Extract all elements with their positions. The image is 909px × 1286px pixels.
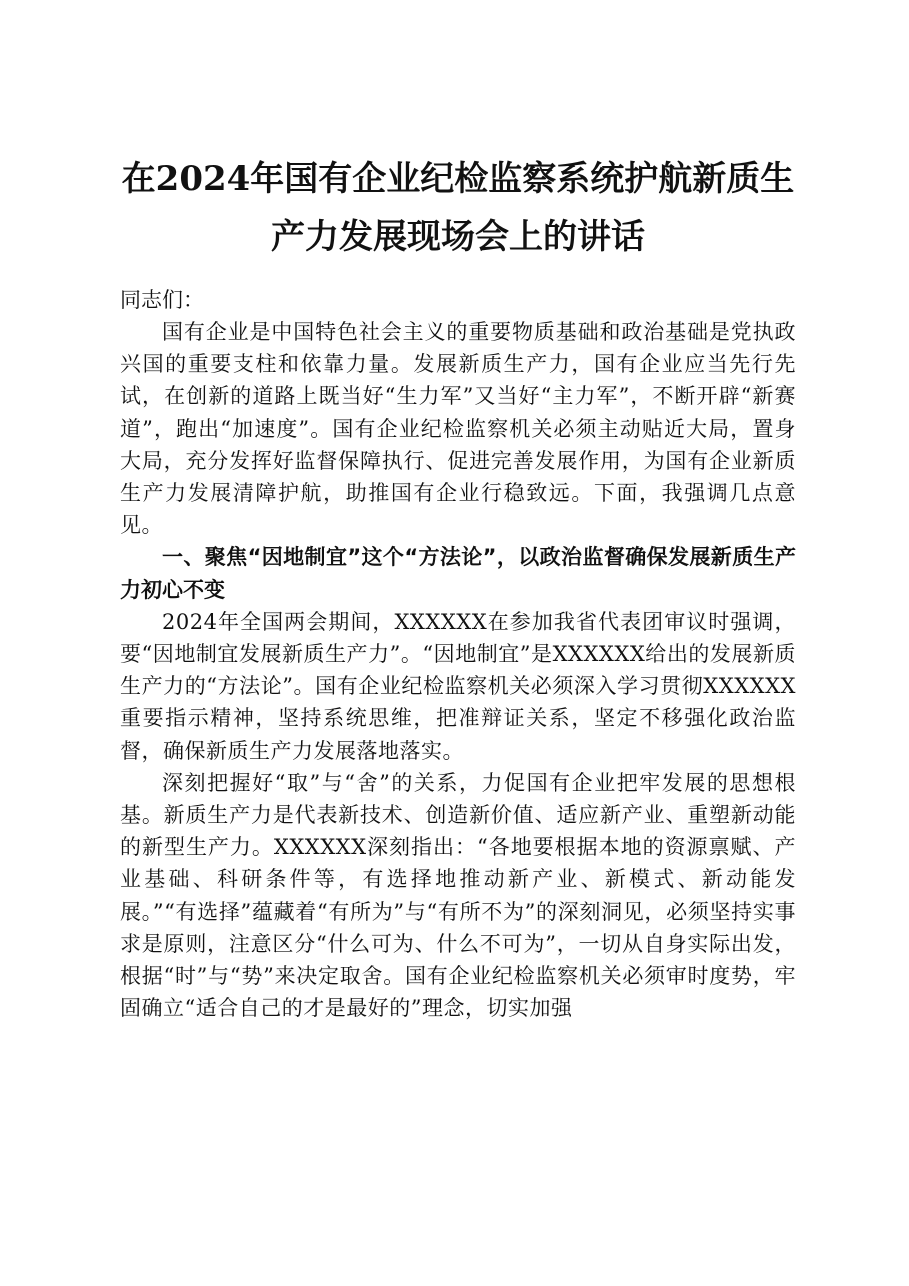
section-1-paragraph-2: 深刻把握好“取”与“舍”的关系，力促国有企业把牢发展的思想根基。新质生产力是代表新技术、创造新价值、适应新产业、重塑新动能的新型生产力。XXXXXX深刻指出：“各地要根据本地的资源禀赋、产业基础、科研条件等，有选择地推动新产业、新模式、新动能发展。”“有选择”蕴藏着“有所为”与“有所不为”的深刻洞见，必须坚持实事求是原则，注意区分“什么可为、什么不可为”，一切从自身实际出发，根据“时”与“势”来决定取舍。国有企业纪检监察机关必须审时度势，牢固确立“适合自己的才是最好的”理念，切实加强 [120,770,796,1021]
section-1-heading: 一、聚焦“因地制宜”这个“方法论”，以政治监督确保发展新质生产力初心不变 [120,545,796,602]
document-title [110,150,806,266]
section-1-paragraph-1: 2024年全国两会期间，XXXXXX在参加我省代表团审议时强调，要“因地制宜发展新质生产力”。“因地制宜”是XXXXXX给出的发展新质生产力的“方法论”。国有企业纪检监察机关必须深入学习贯彻XXXXXX重要指示精神，坚持系统思维，把准辩证关系，坚定不移强化政治监督，确保新质生产力发展落地落实。 [120,609,796,763]
title-line-1: 在2024年国有企业纪检监察系统护航新质生 [121,159,795,199]
document-page [120,150,796,1024]
intro-paragraph: 国有企业是中国特色社会主义的重要物质基础和政治基础是党执政兴国的重要支柱和依靠力量。发展新质生产力，国有企业应当先行先试，在创新的道路上既当好“生力军”又当好“主力军”，不断开辟“新赛道”，跑出“加速度”。国有企业纪检监察机关必须主动贴近大局，置身大局，充分发挥好监督保障执行、促进完善发展作用，为国有企业新质生产力发展清障护航，助推国有企业行稳致远。下面，我强调几点意见。 [120,320,796,538]
salutation: 同志们： [120,288,204,312]
title-line-2: 产力发展现场会上的讲话 [271,217,645,257]
